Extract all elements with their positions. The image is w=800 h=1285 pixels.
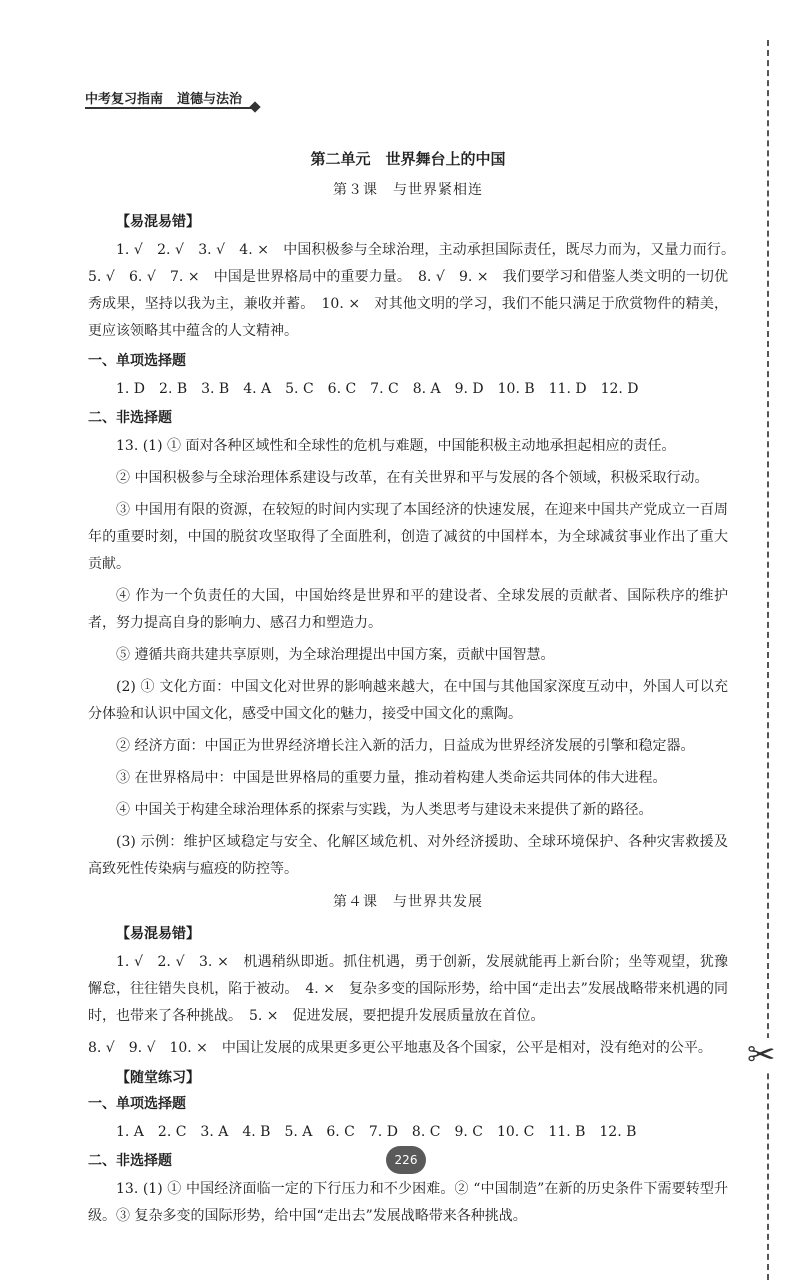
lesson-4-tag-practice: 【随堂练习】 xyxy=(116,1070,200,1086)
lesson-3-q13-line-6: (2) ① 文化方面：中国文化对世界的影响越来越大，在中国与其他国家深度互动中，外国人可以充分体验和认识中国文化，感受中国文化的魅力，接受中国文化的熏陶。 xyxy=(88,679,728,722)
lesson-3-q13-line-7: ② 经济方面：中国正为世界经济增长注入新的活力，日益成为世界经济发展的引擎和稳定器。 xyxy=(116,738,695,754)
lesson-3-q13-line-5: ⑤ 遵循共商共建共享原则，为全球治理提出中国方案，贡献中国智慧。 xyxy=(116,647,555,663)
header-diamond-ornament xyxy=(249,101,260,112)
lesson-4-section-open: 二、非选择题 xyxy=(88,1153,172,1169)
header-book-title: 中考复习指南 xyxy=(85,92,164,107)
cut-line xyxy=(767,40,769,1280)
lesson-3-q13-line-9: ④ 中国关于构建全球治理体系的探索与实践，为人类思考与建设未来提供了新的路径。 xyxy=(116,802,653,818)
lesson-4-q13: 13. (1) ① 中国经济面临一定的下行压力和不少困难。② “中国制造”在新的历史条件下需要转型升级。③ 复杂多变的国际形势，给中国“走出去”发展战略带来各种挑战。 xyxy=(88,1181,728,1224)
lesson-3-q13-line-10: (3) 示例：维护区域稳定与安全、化解区域危机、对外经济援助、全球环境保护、各种灾害救援及高致死性传染病与瘟疫的防控等。 xyxy=(88,834,728,877)
answer-content xyxy=(88,142,742,1235)
lesson-3-section-open: 二、非选择题 xyxy=(88,410,172,426)
unit-title: 第二单元 世界舞台上的中国 xyxy=(310,150,506,168)
running-header xyxy=(85,88,242,107)
lesson-3-section-mc: 一、单项选择题 xyxy=(88,353,186,369)
lesson-4-tag-errors: 【易混易错】 xyxy=(116,926,200,942)
lesson-4-judgement-answers-2: 8. √ 9. √ 10. × 中国让发展的成果更多更公平地惠及各个国家，公平是相对，没有绝对的公平。 xyxy=(88,1040,712,1056)
scissors-icon: ✂ xyxy=(747,1035,776,1075)
lesson-3-tag-errors: 【易混易错】 xyxy=(116,214,200,230)
header-subject: 道德与法治 xyxy=(177,92,243,107)
lesson-3-q13-line-8: ③ 在世界格局中：中国是世界格局的重要力量，推动着构建人类命运共同体的伟大进程。 xyxy=(116,770,667,786)
lesson-4-section-mc: 一、单项选择题 xyxy=(88,1096,186,1112)
lesson-3-q13-line-3: ③ 中国用有限的资源，在较短的时间内实现了本国经济的快速发展，在迎来中国共产党成立一百周年的重要时刻，中国的脱贫攻坚取得了全面胜利，创造了减贫的中国样本，为全球减贫事业作出了重大贡献。 xyxy=(88,502,728,572)
lesson-3-q13-line-1: 13. (1) ① 面对各种区域性和全球性的危机与难题，中国能积极主动地承担起相应的责任。 xyxy=(116,438,676,454)
lesson-3-mc-answers: 1. D 2. B 3. B 4. A 5. C 6. C 7. C 8. A 9. D 10. B 11. D 12. D xyxy=(116,381,639,397)
lesson-4-title: 第４课 与世界共发展 xyxy=(333,894,483,910)
page-number: 226 xyxy=(386,1146,426,1174)
lesson-4-judgement-answers: 1. √ 2. √ 3. × 机遇稍纵即逝。抓住机遇，勇于创新，发展就能再上新台阶；坐等观望，犹豫懈怠，往往错失良机，陷于被动。 4. × 复杂多变的国际形势，给中国“走出去”发展战略带来机遇的同时，也带来了各种挑战。 5. × 促进发展，要把提升发展质量放在首位。 xyxy=(88,954,728,1024)
header-rule xyxy=(85,107,253,109)
lesson-3-q13-line-4: ④ 作为一个负责任的大国，中国始终是世界和平的建设者、全球发展的贡献者、国际秩序的维护者，努力提高自身的影响力、感召力和塑造力。 xyxy=(88,588,728,631)
lesson-3-q13-line-2: ② 中国积极参与全球治理体系建设与改革，在有关世界和平与发展的各个领域，积极采取行动。 xyxy=(116,470,709,486)
lesson-3-title: 第３课 与世界紧相连 xyxy=(333,182,483,198)
lesson-3-judgement-answers: 1. √ 2. √ 3. √ 4. × 中国积极参与全球治理，主动承担国际责任，既尽力而为，又量力而行。 5. √ 6. √ 7. × 中国是世界格局中的重要力量。 8. √ 9. × 我们要学习和借鉴人类文明的一切优秀成果，坚持以我为主，兼收并蓄。 10. × 对其他文明的学习，我们不能只满足于欣赏物件的精美，更应该领略其中蕴含的人文精神。 xyxy=(88,242,742,339)
lesson-4-mc-answers: 1. A 2. C 3. A 4. B 5. A 6. C 7. D 8. C 9. C 10. C 11. B 12. B xyxy=(116,1124,637,1140)
